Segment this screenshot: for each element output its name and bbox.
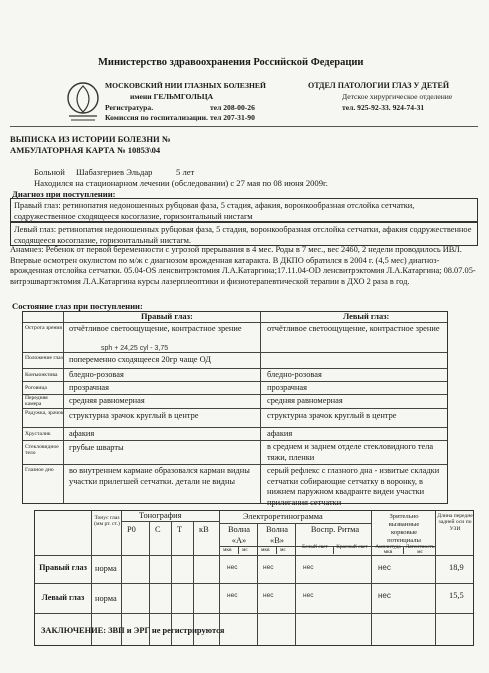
left-fundus: серый рефлекс с глазного дна - извитые складки сетчатки собирающие сетчатку в воронку, в нижнем паружном квадранте видеи участки прилегания сетчатки [267,466,440,507]
right-axial-length: 18,9 [449,563,464,572]
exam-table [22,311,448,507]
right-tonus: норма [95,564,117,573]
wave-b-header: Волна «В» [265,525,289,545]
right-acuity: отчётливое светоощущение, контрастное зрение [69,324,242,333]
left-chamber: средняя равномерная [267,396,343,405]
anamnesis: Анамнез: Ребенок от первой беременности с угрозой прерывания в 4 мес. Роды в 7 мес., вес 2460, 2 недели проводилось ИВЛ. Впервые осмотрен окулистом по м/ж с диагнозом врожденная катаракта. В ДКПО обратился в 2004 г. (4,5 мес) диагноз-врожденная отслойка сетчатки. 05.04-OS ленсвитрэктомия Л.А.Катаргина;17.11.04-OD ленсвитрэктомия Л.А.Катаргина; 08.07.05-витрэшвартэктомия Л.А.Катаргина курсы лазерплеоптики и физиотерапевтической терапии в ДХО 2 раза в год. [10,245,476,286]
left-axial-length: 15,5 [449,591,464,600]
ministry-title: Министерство здравоохранения Российской Федерации [98,57,364,68]
registry-phone: тел 208-00-26 [210,103,255,112]
left-acuity: отчётливое светоощущение, контрастное зрение [267,324,440,333]
tonography-erg-table [34,510,474,646]
vep-amplitude: Амплитуда мкв [375,544,401,555]
right-fundus: во внутреннем кармане образовался карман видны участки прилегшей сетчатки. детали не видны [69,466,250,486]
left-lens: афакия [267,429,293,438]
patient-age: 5 лет [176,167,195,177]
row-label-cornea: Роговица [25,385,47,391]
axial-length-header: Длина передне задней оси по УЗИ [437,513,473,532]
right-refraction-note: sph + 24,25 cyl - 3,75 [101,345,169,352]
vep-header: Зрительно вызванные корковые потенциалы [387,513,421,544]
hospital-stay: Находился на стационарном лечении (обследовании) с 27 мая по 08 июня 2009г. [34,178,328,188]
diagnosis-heading: Диагноз при поступлении: [12,189,116,199]
department-phone: тел. 925-92-33. 924-74-31 [342,103,425,112]
left-conjunctiva: бледно-розовая [267,370,322,379]
right-cornea: прозрачная [69,383,109,392]
wave-a-header: Волна «А» [227,525,251,545]
wave-a-ms: мс [242,547,248,553]
department-subtitle: Детское хирургическое отделение [342,92,453,101]
outpatient-card-number: АМБУЛАТОРНАЯ КАРТА № 10853\04 [10,145,161,155]
row-label-lens: Хрусталик [25,431,51,437]
row-label-fundus: Глазное дно [25,467,54,473]
right-chamber: средняя равномерная [69,396,145,405]
tono-col-c: C [155,525,161,534]
eye-state-heading: Состояние глаз при поступлении: [12,301,143,311]
right-wave-a: нес [227,564,238,571]
right-vep: нес [378,563,391,572]
erg-header: Электроретинограмма [243,512,323,521]
right-conjunctiva: бледно-розовая [69,370,124,379]
row-left-eye: Левый глаз [41,593,85,602]
tono-col-t: T [177,525,183,534]
department-name: ОТДЕЛ ПАТОЛОГИИ ГЛАЗ У ДЕТЕЙ [308,81,450,90]
rhythm-header: Воспр. Ритма [310,525,360,534]
wave-a-mkv: мкв [223,547,232,553]
rhythm-red: Красный свет [336,544,368,550]
row-label-iris: Радужка, зрачок [25,410,64,416]
left-tonus: норма [95,594,117,603]
right-eye-header: Правый глаз: [141,312,193,321]
row-label-chamber: Передняя камера [25,395,48,408]
right-position: попеременно сходящееся 20гр чаще ОД [69,355,211,364]
commission-label: Комиссия по госпитализации. [105,113,208,122]
diagnosis-right-eye: Правый глаз: ретинопатия недоношенных рубцовая фаза, 5 стадия, афакия, воронкообразная отслойка сетчатки, содружественное сходящееся косоглазие, горизонтальный нистагм [10,198,478,222]
tonography-header: Тонография [139,511,182,520]
right-rhythm: нес [303,564,314,571]
left-vitreous: в среднем и заднем отделе стекловидного тела тяжи, пленки [267,442,434,462]
row-label-position: Положение глаз [25,355,63,361]
vep-latency: Латентность мс [405,544,435,555]
tono-col-kv: кВ [199,525,209,534]
diagnosis-left-eye: Левый глаз: ретинопатия недоношенных рубцовая фаза, 5 стадия, воронкообразная отслойка сетчатки, афакия содружественное сходящееся косоглазие, горизонтальный нистагм. [10,222,478,246]
extract-title: ВЫПИСКА ИЗ ИСТОРИИ БОЛЕЗНИ № [10,134,171,144]
conclusion: ЗАКЛЮЧЕНИЕ: ЗВП и ЭРГ не регистрируются [41,626,225,635]
patient-label: Больной [34,167,65,177]
wave-b-mkv: мкв [261,547,270,553]
left-eye-header: Левый глаз: [343,312,390,321]
right-vitreous: грубые шварты [69,443,124,452]
tono-col-p0: P0 [127,525,136,534]
header-divider [10,126,478,127]
patient-name: Шабазгериев Эльдар [76,167,153,177]
right-lens: афакия [69,429,95,438]
institute-name-1: МОСКОВСКИЙ НИИ ГЛАЗНЫХ БОЛЕЗНЕЙ [105,81,266,90]
left-cornea: прозрачная [267,383,307,392]
row-label-vitreous: Стекловидное тело [25,444,59,457]
left-rhythm: нес [303,592,314,599]
institute-emblem-icon [63,78,103,124]
left-wave-a: нес [227,592,238,599]
right-wave-b: нес [263,564,274,571]
row-label-acuity: Острота зрения [25,325,62,331]
row-right-eye: Правый глаз [39,563,87,572]
tonus-header: Тонус глаз (мм рт. ст.) [94,515,120,528]
row-label-conjunctiva: Конъюнктива [25,372,58,378]
left-iris: структурна зрачок круглый в центре [267,411,397,420]
registry-label: Регистратура. [105,103,154,112]
left-wave-b: нес [263,592,274,599]
wave-b-ms: мс [280,547,286,553]
right-iris: структурна зрачок круглый в центре [69,411,199,420]
rhythm-white: Белый свет [302,544,328,550]
left-vep: нес [378,591,391,600]
institute-name-2: имени ГЕЛЬМГОЛЬЦА [130,92,214,101]
commission-phone: тел 207-31-90 [210,113,255,122]
